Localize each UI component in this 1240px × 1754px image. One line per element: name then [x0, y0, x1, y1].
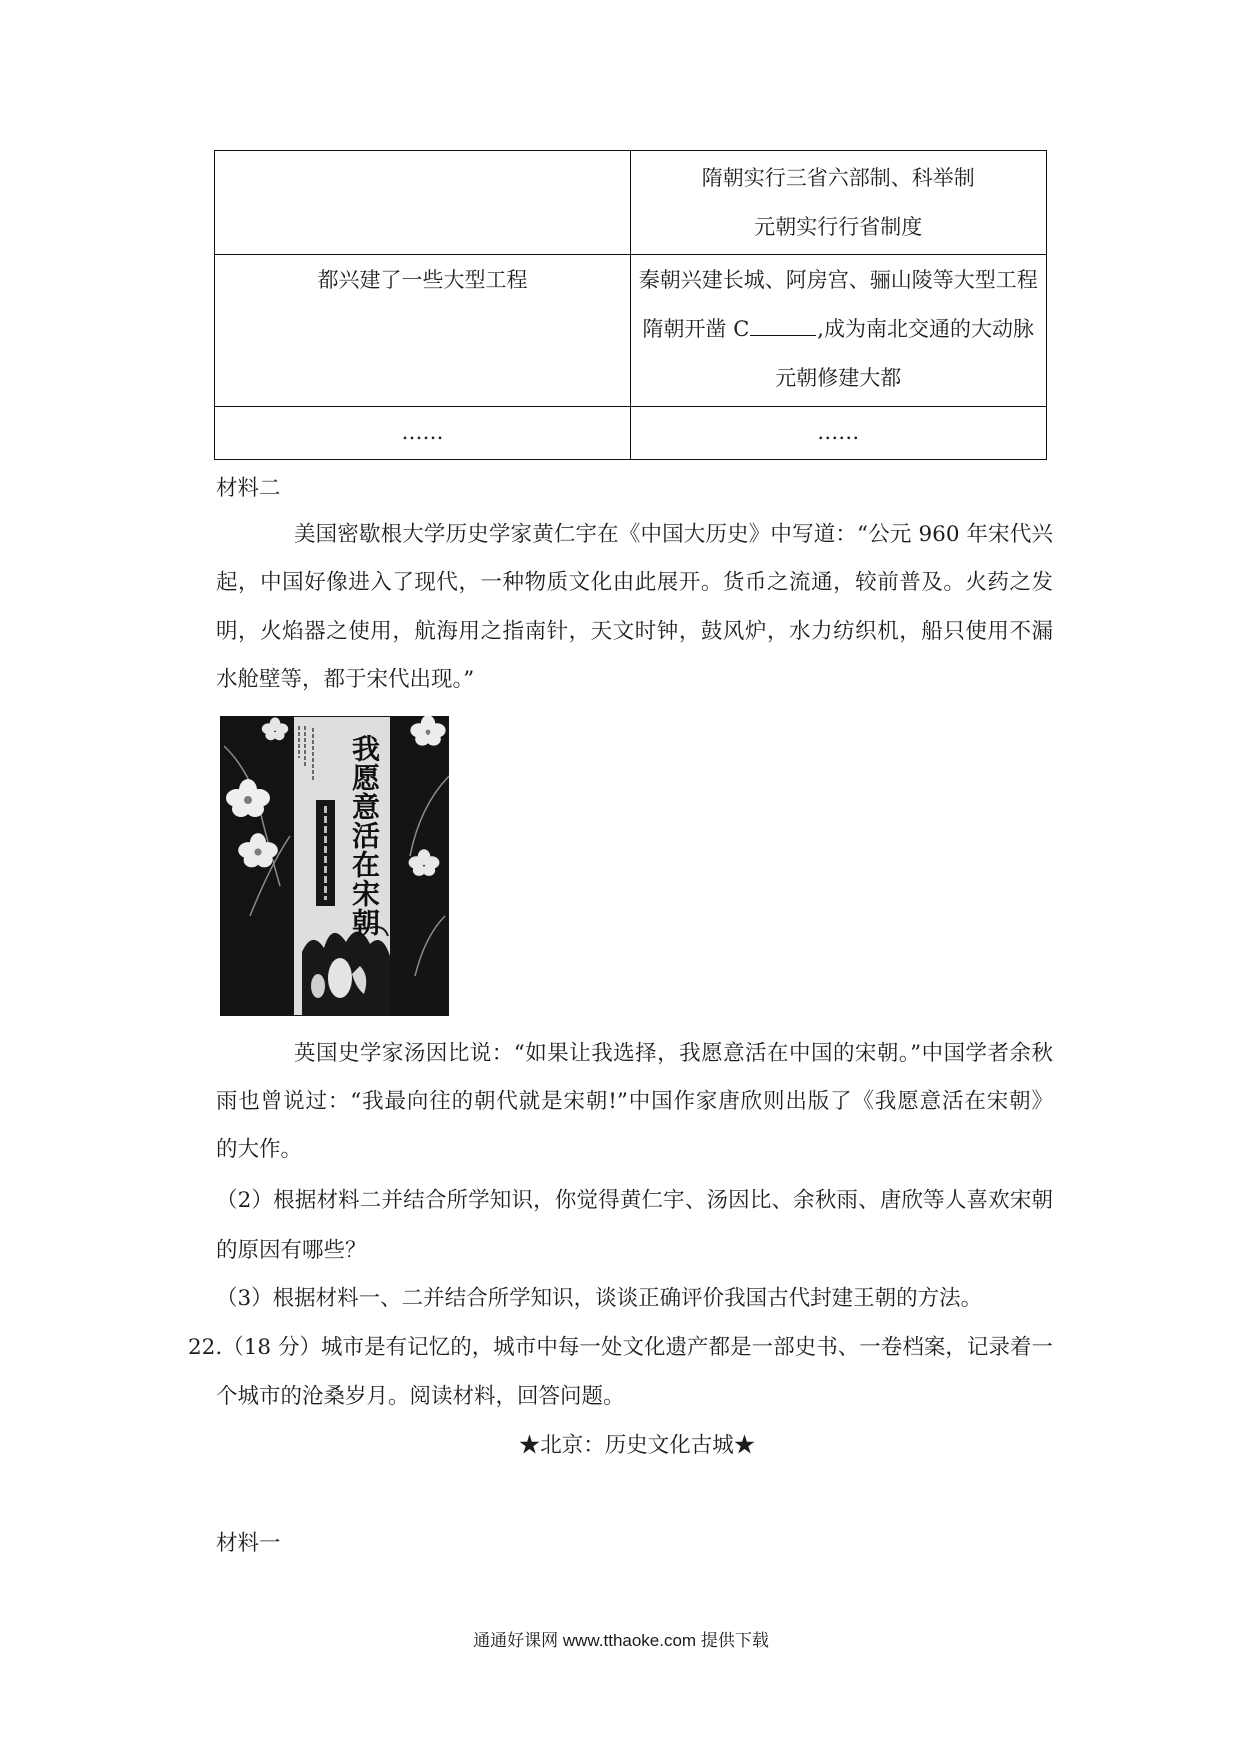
question-2-line: （2）根据材料二并结合所学知识，你觉得黄仁宇、汤因比、余秋雨、唐欣等人喜欢宋朝: [216, 1188, 1053, 1213]
paragraph-line: 的大作。: [216, 1137, 303, 1162]
book-title: 我愿意活在宋朝: [348, 733, 381, 937]
table-cell-line: 秦朝兴建长城、阿房宫、骊山陵等大型工程: [638, 268, 1038, 292]
page-footer: 通通好课网 www.tthaoke.com 提供下载: [473, 1631, 769, 1650]
blank-prefix-text: 隋朝开凿 C: [642, 317, 750, 341]
table-cell-line: 隋朝实行三省六部制、科举制: [701, 166, 975, 190]
table-cell-row3-right: [632, 407, 1046, 458]
book-cover-image: [220, 716, 449, 1016]
answer-blank: [750, 315, 816, 336]
blank-suffix-text: ,成为南北交通的大动脉: [817, 317, 1034, 341]
paragraph-line: 雨也曾说过：“我最向往的朝代就是宋朝!”中国作家唐欣则出版了《我愿意活在宋朝》: [216, 1089, 1053, 1114]
paragraph-line: 起，中国好像进入了现代，一种物质文化由此展开。货币之流通，较前普及。火药之发: [216, 570, 1053, 595]
question-22-stem-line: 22.（18 分）城市是有记忆的，城市中每一处文化遗产都是一部史书、一卷档案，记录着一: [188, 1335, 1053, 1360]
material-one-label: 材料一: [216, 1531, 281, 1556]
paragraph-line: 英国史学家汤因比说：“如果让我选择，我愿意活在中国的宋朝。”中国学者余秋: [294, 1041, 1053, 1066]
table-cell-line: 元朝实行行省制度: [754, 215, 923, 239]
table-cell-row2-left: [215, 255, 630, 406]
question-22-stem-line: 个城市的沧桑岁月。阅读材料，回答问题。: [216, 1384, 625, 1409]
question-2-line: 的原因有哪些？: [216, 1238, 367, 1263]
section-heading: ★北京：历史文化古城★: [518, 1433, 756, 1458]
paragraph-line: 美国密歇根大学历史学家黄仁宇在《中国大历史》中写道：“公元 960 年宋代兴: [294, 522, 1053, 547]
table-cell-line-with-blank: [632, 305, 1046, 354]
material-two-label: 材料二: [216, 476, 281, 501]
table-cell-ellipsis: ……: [401, 420, 444, 444]
table-cell-row3-left: [215, 407, 630, 458]
table-cell-line: 都兴建了一些大型工程: [317, 268, 528, 292]
table-cell-row2-right: [632, 255, 1046, 406]
comparison-table: [214, 150, 1047, 460]
paragraph-line: 水舱壁等，都于宋代出现。”: [216, 667, 475, 692]
cover-left-panel: [220, 716, 294, 1016]
table-cell-row1-right: [632, 151, 1046, 254]
book-cover-artwork: [220, 716, 449, 1016]
table-cell-ellipsis: ……: [817, 420, 860, 444]
table-cell-line: 元朝修建大都: [775, 366, 902, 390]
table-cell-row1-left: [215, 151, 630, 254]
paragraph-line: 明，火焰器之使用，航海用之指南针，天文时钟，鼓风炉，水力纺织机，船只使用不漏: [216, 619, 1053, 644]
question-3-line: （3）根据材料一、二并结合所学知识，谈谈正确评价我国古代封建王朝的方法。: [216, 1286, 983, 1311]
